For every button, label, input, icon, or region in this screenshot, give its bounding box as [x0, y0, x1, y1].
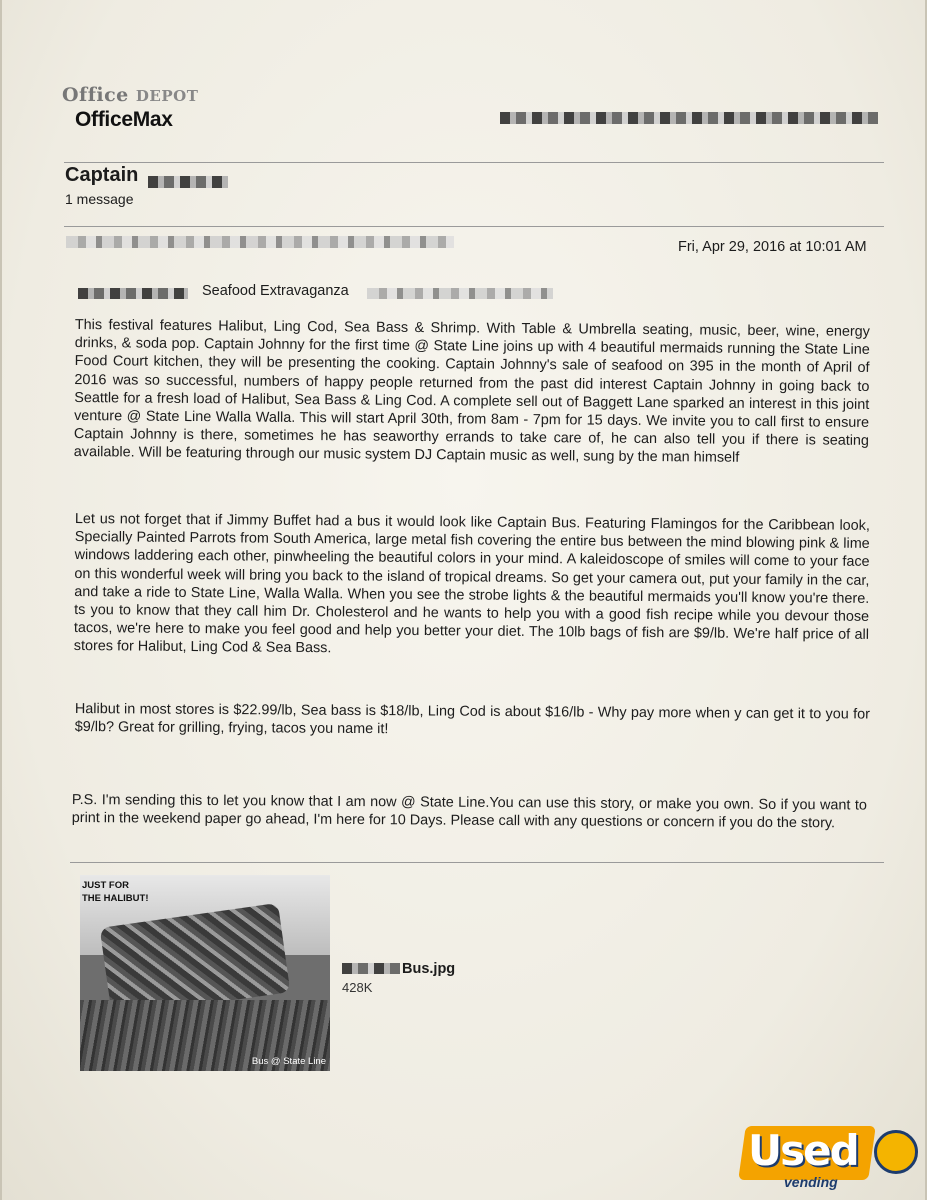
thumbnail-caption-bottom: Bus @ State Line	[251, 1056, 326, 1067]
watermark-brand: Used	[748, 1126, 858, 1175]
attachment-filename[interactable]: Bus.jpg	[402, 961, 456, 977]
subject-divider	[64, 226, 884, 227]
email-subject-line: Seafood Extravaganza	[202, 283, 349, 299]
redacted-subject	[148, 176, 228, 188]
caption-line-2: THE HALIBUT!	[82, 893, 149, 904]
redacted-sender	[66, 236, 454, 248]
header-divider	[64, 162, 884, 163]
attachment-thumbnail[interactable]	[80, 875, 330, 1071]
body-paragraph-1: This festival features Halibut, Ling Cod, Sea Bass & Shrimp. With Table & Umbrella seating, music, beer, wine, energy drinks, & soda pop. Captain Johnny for the first time @ State Line joins up with 4 beautiful mermaids running the State Line Food Court kitchen, they will be presenting the cooking. Captain Johnny's sale of seafood on 395 in the month of April of 2016 was so successful, numbers of happy people returned from the past did interest Captain Johnny in going back to Seattle for a fresh load of Halibut, Sea Bass & Ling Cod. A complete sell out of Baggett Lane sparked an interest in this joint venture @ State Line Walla Walla. This will start April 30th, from 8am - 7pm for 15 days. We invite you to call first to ensure Captain Johnny is there, sometimes he has seaworthy errands to take care of, he can also tell you if there is seating available. Will be featuring through our music system DJ Captain music as well, sung by the man himself	[73, 316, 870, 467]
redacted-recipient	[78, 288, 188, 299]
body-paragraph-4: P.S. I'm sending this to let you know that I am now @ State Line.You can use this story, or make you own. So if you want to print in the weekend paper go ahead, I'm here for 10 Days. Please call with any questions or concern if you do the story.	[71, 792, 867, 832]
office-depot-logo	[62, 84, 198, 106]
thumbnail-caption-top	[82, 879, 149, 905]
caption-line-1: JUST FOR	[82, 880, 129, 891]
email-date: Fri, Apr 29, 2016 at 10:01 AM	[678, 239, 867, 255]
body-paragraph-3: Halibut in most stores is $22.99/lb, Sea bass is $18/lb, Ling Cod is about $16/lb - Why pay more when y can get it to you for $9/lb? Great for grilling, frying, tacos you name it!	[74, 701, 870, 738]
watermark-sub: vending	[784, 1174, 838, 1190]
redacted-email-address	[500, 112, 878, 124]
email-subject: Captain	[65, 164, 139, 186]
used-vending-watermark	[738, 1118, 918, 1196]
attachment-divider	[70, 862, 884, 863]
body-paragraph-2: Let us not forget that if Jimmy Buffet had a bus it would look like Captain Bus. Featuring Flamingos for the Caribbean look, Specially Painted Parrots from South America, large metal fish covering the entire bus between the mind blowing pink & lime windows laddering each other, pinwheeling the beautiful colors in your mind. A kaleidoscope of smiles will come to your face on this wonderful week will bring you back to the island of tropical dreams. So get your camera out, put your family in the car, and take a ride to State Line, Walla Walla. When you see the strobe lights & the beautiful mermaids you'll know you're there. ts you to know that they call him Dr. Cholesterol and he wants to help you with a good fish recipe while you devour those tacos, we're here to make you feel good and help you better your diet. The 10lb bags of fish are $9/lb. We're half price of all stores for Halibut, Ling Cod & Sea Bass.	[73, 510, 870, 657]
redacted-subject-tail	[367, 288, 553, 299]
logo-depot-text: DEPOT	[135, 87, 199, 105]
officemax-logo: OfficeMax	[75, 108, 173, 131]
coin-mascot-icon	[874, 1130, 918, 1174]
message-count: 1 message	[65, 191, 134, 207]
redacted-filename	[342, 963, 400, 974]
attachment-size: 428K	[342, 980, 373, 995]
logo-office-text: Office	[62, 84, 129, 106]
